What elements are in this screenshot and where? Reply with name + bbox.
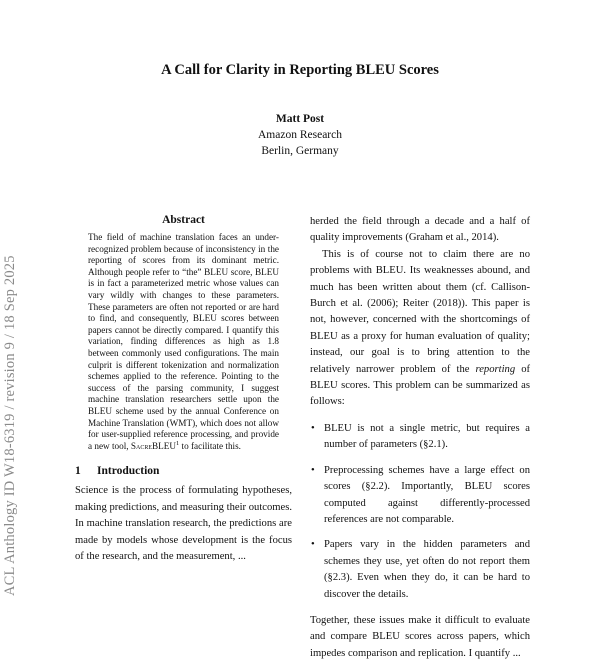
bullet-icon: • [311, 464, 315, 476]
anthology-id-stamp: ACL Anthology ID W18-6319 / revision 9 / 18 Sep 2025 [2, 255, 18, 596]
paragraph-motivation [310, 247, 530, 411]
list-item [310, 537, 530, 603]
author-affiliation: Amazon Research [258, 129, 342, 141]
list-item [310, 421, 530, 454]
section-heading-introduction [75, 465, 292, 477]
introduction-paragraph: Science is the process of formulating hypotheses, making predictions, and measuring their outcomes. In machine translation research, the predictions are made by models whose development is the focus of the research, and the measurement, ... [75, 485, 292, 562]
abstract-text [75, 232, 292, 452]
list-item [310, 463, 530, 529]
footnote-marker: 1 [175, 439, 180, 447]
list-item-text: Papers vary in the hidden parameters and schemes they use, yet often do not report them (§2.3). Even when they do, it can be hard to discover the details. [324, 539, 530, 600]
section-number: 1 [75, 465, 81, 478]
right-column [310, 214, 530, 662]
bullet-icon: • [311, 539, 315, 551]
problem-list [310, 421, 530, 603]
paper-title: A Call for Clarity in Reporting BLEU Scores [161, 62, 439, 78]
paragraph-continued: herded the field through a decade and a half of quality improvements (Graham et al., 2014). [310, 216, 530, 244]
author-name: Matt Post [275, 113, 325, 125]
abstract-body: The field of machine translation faces an under-recognized problem because of inconsistency in the reporting of scores from its dominant metric. Although people refer to “the” BLEU score, BLEU is in fact a parameterized metric whose values can vary wildly with changes to these parameters. These parameters are often not reported or are hard to find, and consequently, BLEU scores between papers cannot be directly compared. I quantify this variation, finding differences as high as 1.8 between commonly used configurations. The main culprit is different tokenization and normalization schemes applied to the reference. Pointing to the success of the parsing community, I suggest machine translation researchers settle upon the BLEU scheme used by the annual Conference on Machine Translation (WMT), which does not allow for user-supplied reference processing, and provide a new tool, [88, 232, 279, 451]
author-location: Berlin, Germany [261, 145, 339, 157]
emphasis-reporting: reporting [475, 363, 516, 375]
left-column [75, 214, 292, 565]
bullet-icon: • [311, 422, 315, 434]
abstract-heading: Abstract [162, 214, 205, 226]
list-item-text: Preprocessing schemes have a large effect on scores (§2.2). Importantly, BLEU scores computed against differently-processed references are not comparable. [324, 464, 530, 525]
section-title: Introduction [97, 465, 160, 478]
paragraph-summary: Together, these issues make it difficult to evaluate and compare BLEU scores across papers, which impedes comparison and replication. I quantify ... [310, 614, 530, 659]
author-block [0, 111, 600, 159]
paragraph-motivation-end: of BLEU scores. This problem can be summarized as follows: [310, 363, 531, 408]
list-item-text: BLEU is not a single metric, but requires a number of parameters (§2.1). [324, 422, 530, 451]
paragraph-motivation-start: This is of course not to claim there are no problems with BLEU. Its weaknesses abound, and much has been written about them (cf. Callison-Burch et al. (2006); Reiter (2018)). This paper is not, however, concerned with the shortcomings of BLEU as a proxy for human evaluation of quality; instead, our goal is to bring attention to the relatively narrower problem of the [310, 248, 530, 375]
abstract-tail: to facilitate this. [181, 440, 241, 451]
sacrebleu-tool-name: SacreBLEU [130, 440, 176, 451]
